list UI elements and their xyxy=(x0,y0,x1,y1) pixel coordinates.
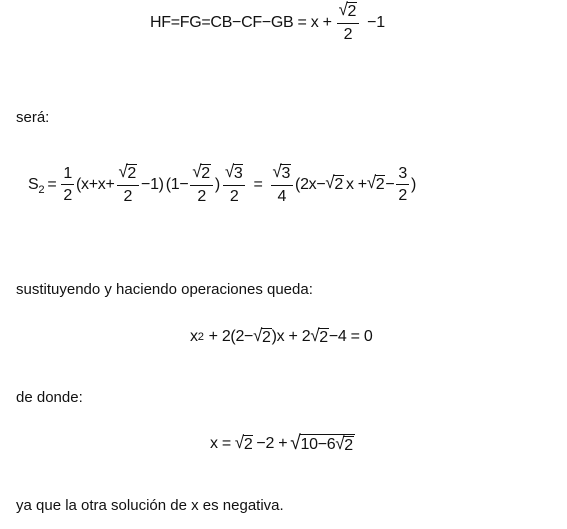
square-root xyxy=(253,325,272,347)
fraction-root2-over-2 xyxy=(117,161,140,205)
radicand: 2 xyxy=(344,437,353,454)
radical-sign: √ xyxy=(234,432,244,453)
radicand: 3 xyxy=(233,165,243,182)
radicand: 2 xyxy=(347,3,357,20)
radicand: 2 xyxy=(243,436,253,453)
fraction-numerator xyxy=(337,2,360,24)
fraction-one-half xyxy=(61,165,74,205)
text-sustituyendo: sustituyendo y haciendo operaciones queda: xyxy=(16,281,313,298)
fraction-numerator: 1 xyxy=(61,165,74,186)
radical-sign: √ xyxy=(192,161,202,182)
fraction-three-halves xyxy=(396,165,409,205)
radical-sign: √ xyxy=(310,325,320,346)
s2-symbol: $S_2$ xyxy=(28,175,45,196)
fraction-denominator: 2 xyxy=(343,25,353,43)
fraction-numerator xyxy=(117,161,140,186)
paren2-close: ) xyxy=(214,175,220,193)
big-square-root xyxy=(290,434,355,455)
equation-hf-lhs: HF=FG=CB−CF−GB = x + xyxy=(150,13,332,31)
fraction-denominator: 2 xyxy=(229,187,239,205)
fraction-root3-over-2 xyxy=(223,161,246,205)
radical-sign: √ xyxy=(272,161,282,182)
equals-sign: = xyxy=(47,175,57,193)
equation-hf-tail: −1 xyxy=(367,13,385,31)
square-root xyxy=(325,172,344,194)
equals-sign: = xyxy=(253,175,263,193)
radical-sign: √ xyxy=(224,161,234,182)
radical-sign: √ xyxy=(290,432,301,455)
paren3-close: ) xyxy=(411,175,417,193)
square-root xyxy=(272,161,292,183)
radical-sign: √ xyxy=(325,172,335,193)
radical-sign: √ xyxy=(338,0,348,20)
radicand: 2 xyxy=(319,329,328,346)
fraction-numerator xyxy=(223,161,246,186)
radical-sign: √ xyxy=(335,433,345,454)
radical-sign: √ xyxy=(366,172,376,193)
quadratic-part2: )x + 2 xyxy=(271,328,311,346)
radicand: 10−6 √ 2 xyxy=(300,433,353,454)
paren2-open: (1− xyxy=(165,175,189,193)
fraction-root2-over-2 xyxy=(337,2,360,43)
text-de-donde: de donde: xyxy=(16,389,83,406)
paren1-close: −1) xyxy=(141,175,164,193)
fraction-numerator xyxy=(271,161,294,186)
text-sera: será: xyxy=(16,109,50,126)
fraction-root2-over-2 xyxy=(190,161,213,205)
fraction-denominator: 2 xyxy=(123,187,133,205)
x-variable: x xyxy=(190,328,198,346)
quadratic-part1: + 2(2− xyxy=(208,328,254,346)
paren3-mid: x + xyxy=(345,175,367,193)
fraction-denominator: 2 xyxy=(197,187,206,205)
radicand: 2 xyxy=(262,329,271,346)
radicand: 2 xyxy=(201,165,210,182)
fraction-numerator xyxy=(190,161,213,186)
radicand: 3 xyxy=(281,165,291,182)
equation-s2 xyxy=(28,161,417,205)
fraction-root3-over-4 xyxy=(271,161,294,205)
radical-sign: √ xyxy=(253,325,263,346)
paren3-open: (2x− xyxy=(295,175,326,193)
square-root xyxy=(339,2,358,21)
paren1-open: (x+x+ xyxy=(75,175,115,193)
solution-mid: −2 + xyxy=(256,435,288,453)
fraction-denominator: 4 xyxy=(277,187,287,205)
radicand: 2 xyxy=(375,176,385,194)
text-final: ya que la otra solución de x es negativa. xyxy=(16,497,284,514)
square-root xyxy=(310,325,329,347)
minus-sign: − xyxy=(385,175,395,193)
square-root xyxy=(366,172,386,194)
fraction-numerator: 3 xyxy=(396,165,409,186)
radicand: 2 xyxy=(127,165,137,182)
solution-lhs: x = xyxy=(210,435,231,453)
fraction-denominator: 2 xyxy=(63,187,72,205)
square-root xyxy=(118,161,138,183)
square-root xyxy=(234,432,254,454)
inner-square-root xyxy=(335,433,354,455)
equation-quadratic: x 2 + 2(2− √ 2 )x + 2 √ 2 −4 = 0 xyxy=(190,325,373,346)
equation-solution xyxy=(210,434,355,455)
radicand: 2 xyxy=(334,176,343,194)
quadratic-part3: −4 = 0 xyxy=(328,328,373,346)
fraction-denominator: 2 xyxy=(398,187,408,205)
square-root xyxy=(192,161,211,183)
square-root xyxy=(224,161,244,183)
equation-hf-fg xyxy=(150,2,385,43)
radical-sign: √ xyxy=(118,161,128,182)
